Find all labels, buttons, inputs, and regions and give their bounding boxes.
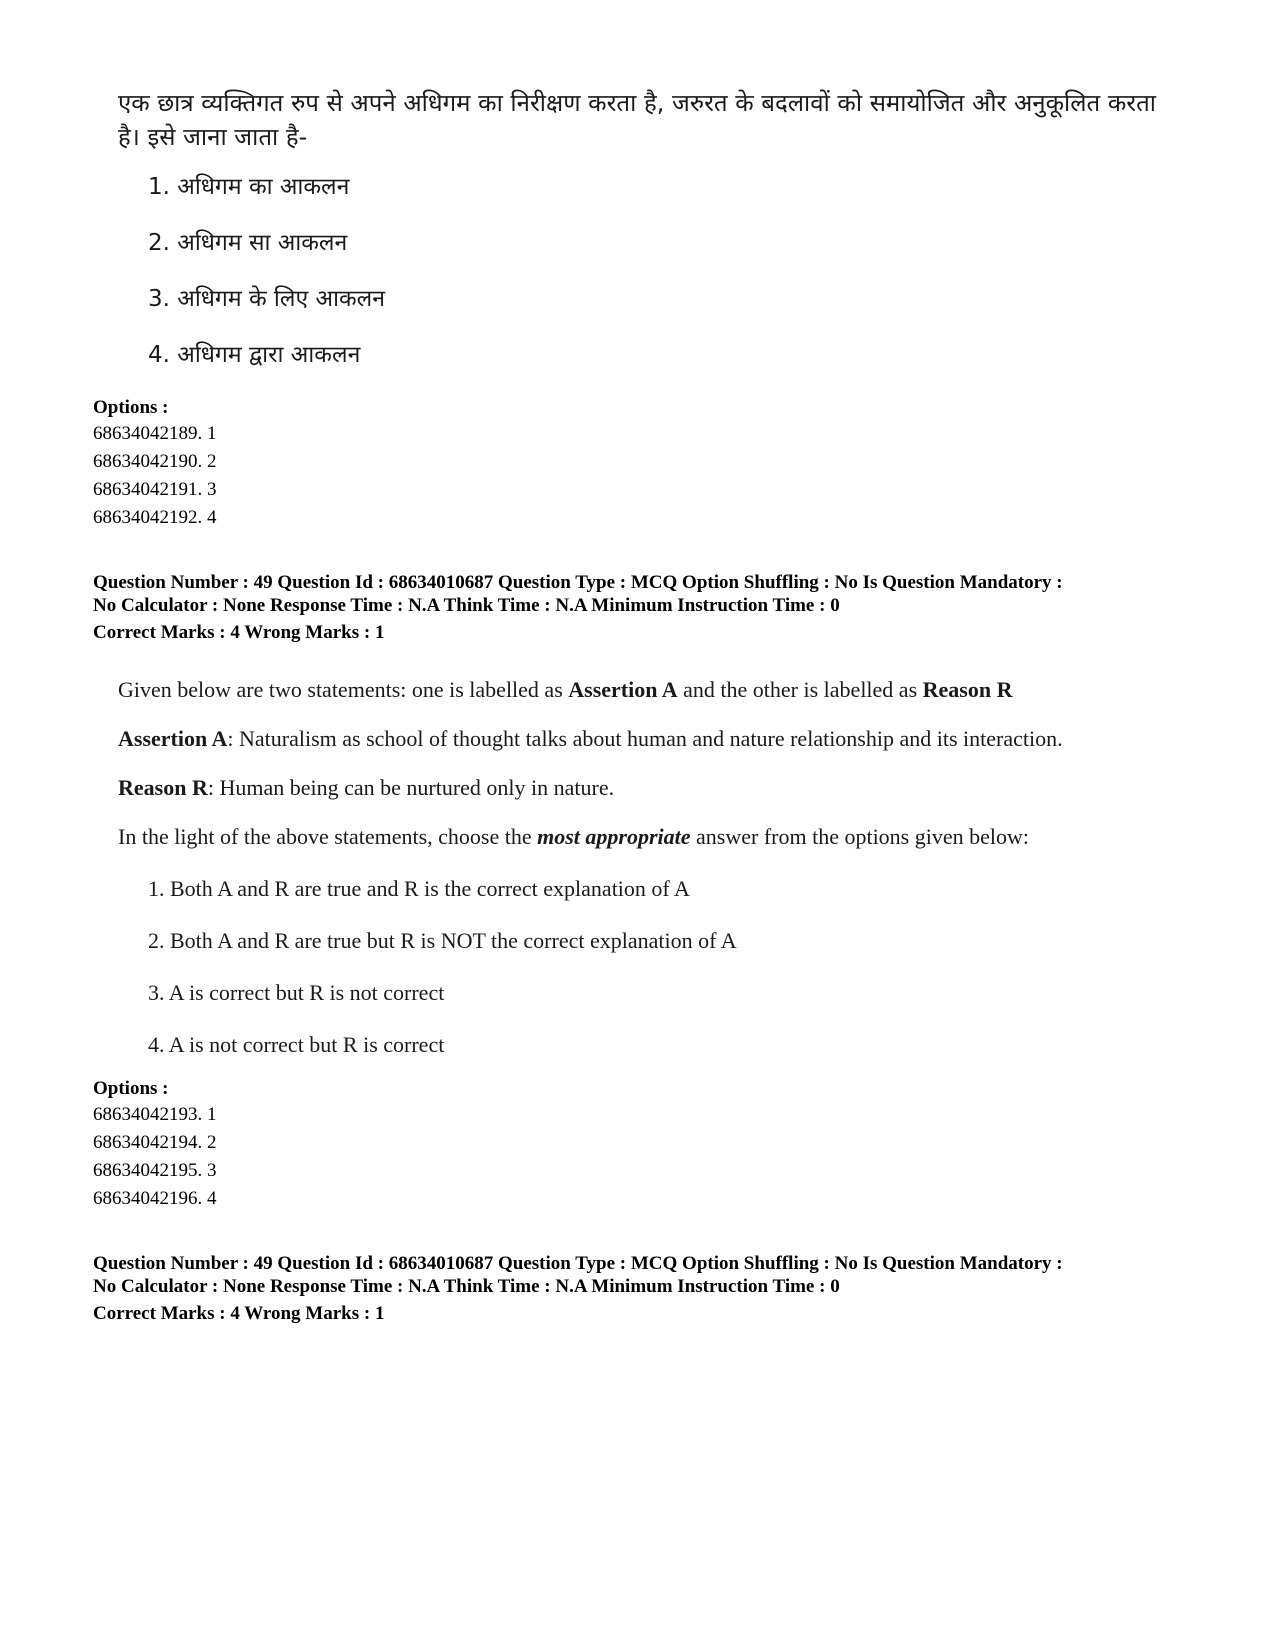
hindi-choice-4: 4. अधिगम द्वारा आकलन: [148, 342, 361, 368]
assertion-statement: [118, 725, 1063, 753]
assertion-text: : Naturalism as school of thought talks about human and nature relationship and its interaction.: [227, 726, 1063, 751]
option-id-4: 68634042192. 4: [93, 507, 217, 528]
english-choice-2: 2. Both A and R are true but R is NOT the correct explanation of A: [148, 928, 737, 953]
question-marks-line: Correct Marks : 4 Wrong Marks : 1: [93, 622, 385, 643]
instruction-line: In the light of the above statements, choose the most appropriate answer from the options given below:: [118, 824, 1030, 849]
question-marks-line-b: Correct Marks : 4 Wrong Marks : 1: [93, 1303, 385, 1324]
option-id-7: 68634042195. 3: [93, 1160, 217, 1181]
assertion-question-image: [118, 676, 1158, 1086]
option-id-6: 68634042194. 2: [93, 1132, 217, 1153]
question-header-line2-b: No Calculator : None Response Time : N.A Think Time : N.A Minimum Instruction Time : 0: [93, 1276, 840, 1297]
english-choice-3: 3. A is correct but R is not correct: [148, 980, 445, 1005]
reason-text: : Human being can be nurtured only in nature.: [207, 775, 615, 800]
english-choice-4: 4. A is not correct but R is correct: [148, 1032, 445, 1057]
question-header-line2: No Calculator : None Response Time : N.A Think Time : N.A Minimum Instruction Time : 0: [93, 595, 840, 616]
reason-statement: [118, 774, 614, 802]
reason-label: Reason R: [118, 775, 208, 800]
intro-reason-label: Reason R: [922, 677, 1013, 702]
assertion-label: Assertion A: [118, 726, 228, 751]
options-list-1: [93, 420, 217, 532]
english-choice-1: 1. Both A and R are true and R is the correct explanation of A: [148, 876, 690, 901]
options-list-2: [93, 1101, 217, 1213]
options-label-1: Options :: [93, 397, 169, 418]
option-id-8: 68634042196. 4: [93, 1188, 217, 1209]
option-id-5: 68634042193. 1: [93, 1104, 217, 1125]
option-id-2: 68634042190. 2: [93, 451, 217, 472]
hindi-question-image: [118, 86, 1158, 386]
hindi-choice-3: 3. अधिगम के लिए आकलन: [148, 286, 386, 312]
option-id-3: 68634042191. 3: [93, 479, 217, 500]
hindi-choice-1: 1. अधिगम का आकलन: [148, 174, 350, 200]
most-appropriate-emphasis: most appropriate: [537, 824, 691, 849]
intro-assertion-label: Assertion A: [568, 677, 678, 702]
hindi-question-stem: एक छात्र व्यक्तिगत रुप से अपने अधिगम का निरीक्षण करता है, जरुरत के बदलावों को समायोजित और अनुकूलित करता है। इसे जाना जाता है-: [118, 89, 1156, 151]
hindi-choice-2: 2. अधिगम सा आकलन: [148, 230, 348, 256]
option-id-1: 68634042189. 1: [93, 423, 217, 444]
options-label-2: Options :: [93, 1078, 169, 1099]
question-intro: Given below are two statements: one is labelled as Assertion A and the other is labelled as Reason R: [118, 677, 1013, 702]
question-header-line1: Question Number : 49 Question Id : 68634010687 Question Type : MCQ Option Shuffling : No Is Question Mandatory :: [93, 572, 1063, 593]
question-header-line1-b: Question Number : 49 Question Id : 68634010687 Question Type : MCQ Option Shuffling : No Is Question Mandatory :: [93, 1253, 1063, 1274]
